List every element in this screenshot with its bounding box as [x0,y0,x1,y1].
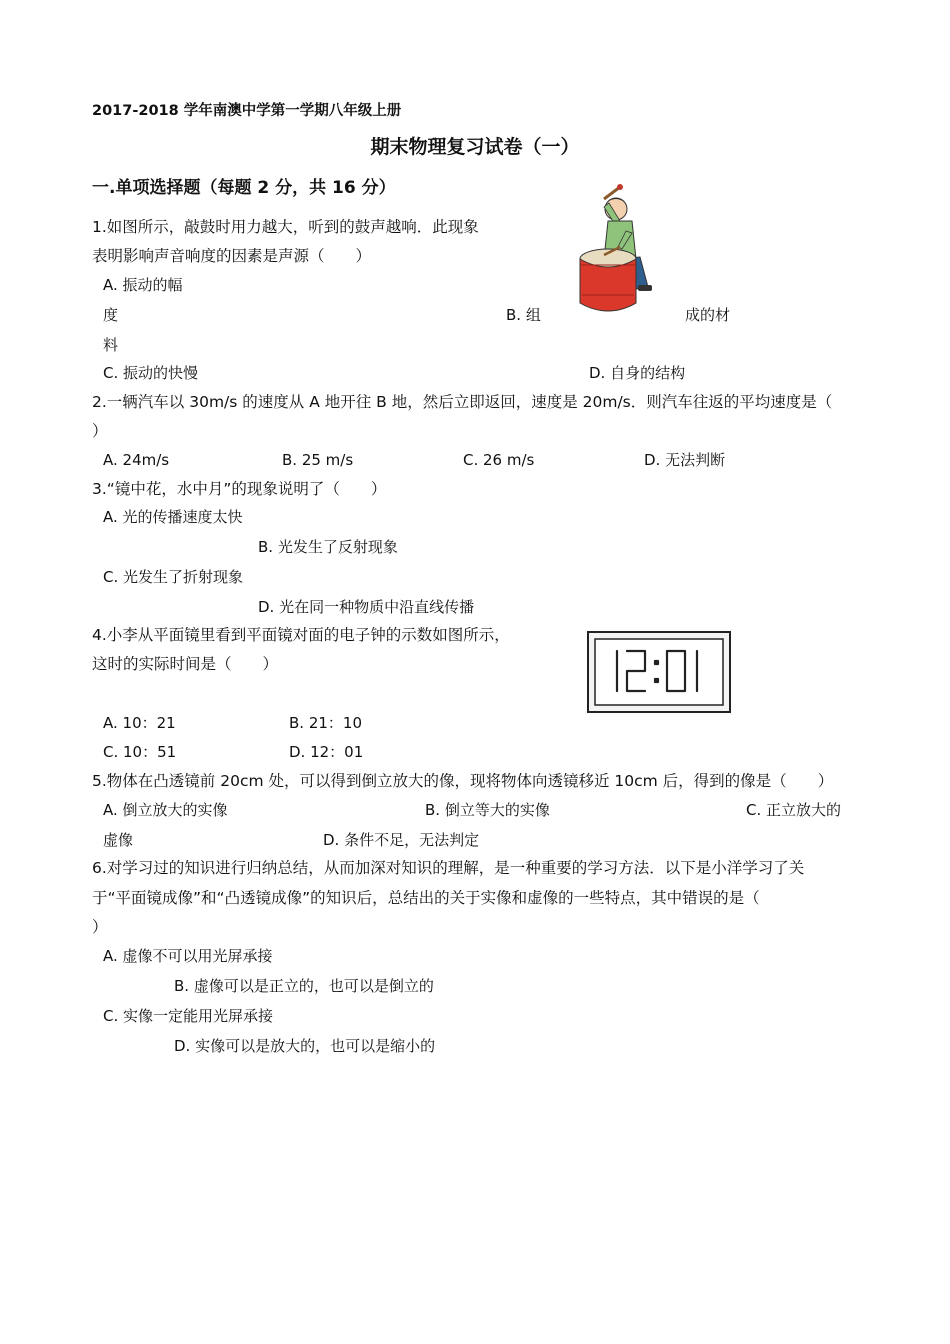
q5-option-c: C. 正立放大的 [746,801,842,819]
q6-line-2: 于“平面镜成像”和“凸透镜成像”的知识后，总结出的关于实像和虚像的一些特点，其中错误的是（ [92,889,760,907]
q2-option-b: B. 25 m/s [282,451,354,469]
q5-option-a: A. 倒立放大的实像 [103,801,228,819]
q1-option-a-cont: 度 [103,306,119,324]
q6-option-d: D. 实像可以是放大的，也可以是缩小的 [174,1037,436,1055]
q2-option-d: D. 无法判断 [644,451,726,469]
q2-option-a: A. 24m/s [103,451,170,469]
q1-option-b: B. 组 [506,306,541,324]
q1-line-1: 1.如图所示，敲鼓时用力越大，听到的鼓声越响．此现象 [92,218,479,236]
q5-option-c-cont: 虚像 [103,831,134,849]
q6-option-b: B. 虚像可以是正立的，也可以是倒立的 [174,977,434,995]
q1-option-d: D. 自身的结构 [589,364,686,382]
q1-line-2: 表明影响声音响度的因素是声源（ ） [92,247,372,265]
q3-option-a: A. 光的传播速度太快 [103,508,243,526]
q5-line-1: 5.物体在凸透镜前 20cm 处，可以得到倒立放大的像，现将物体向透镜移近 10cm 后，得到的像是（ ） [92,772,834,790]
q3-option-c: C. 光发生了折射现象 [103,568,244,586]
q1-option-b-end: 料 [103,336,119,354]
q6-line-3: ） [92,918,108,936]
q6-line-1: 6.对学习过的知识进行归纳总结，从而加深对知识的理解，是一种重要的学习方法．以下是小洋学习了关 [92,859,805,877]
q6-option-a: A. 虚像不可以用光屏承接 [103,947,273,965]
section-heading: 一.单项选择题（每题 2 分，共 16 分） [92,178,396,198]
q4-line-1: 4.小李从平面镜里看到平面镜对面的电子钟的示数如图所示， [92,626,510,644]
q3-option-b: B. 光发生了反射现象 [258,538,398,556]
q6-option-c: C. 实像一定能用光屏承接 [103,1007,274,1025]
q2-line-1: 2.一辆汽车以 30m/s 的速度从 A 地开往 B 地，然后立即返回，速度是 20m/s．则汽车往返的平均速度是（ [92,393,833,411]
exam-title: 期末物理复习试卷（一） [370,136,580,158]
digital-clock-figure [587,631,731,713]
q4-option-b: B. 21：10 [289,714,363,732]
q2-line-2: ） [92,422,108,440]
q4-option-c: C. 10：51 [103,743,177,761]
q4-option-a: A. 10：21 [103,714,176,732]
q1-option-c: C. 振动的快慢 [103,364,199,382]
q2-option-c: C. 26 m/s [463,451,535,469]
q1-option-b-cont: 成的材 [685,306,731,324]
q4-option-d: D. 12：01 [289,743,364,761]
q5-option-b: B. 倒立等大的实像 [425,801,550,819]
document-header: 2017-2018 学年南澳中学第一学期八年级上册 [92,103,402,119]
q1-option-a: A. 振动的幅 [103,276,183,294]
q3-option-d: D. 光在同一种物质中沿直线传播 [258,598,475,616]
q3-line-1: 3.“镜中花，水中月”的现象说明了（ ） [92,480,387,498]
drummer-figure [574,183,664,323]
q5-option-d: D. 条件不足，无法判定 [323,831,480,849]
q4-line-2: 这时的实际时间是（ ） [92,655,279,673]
